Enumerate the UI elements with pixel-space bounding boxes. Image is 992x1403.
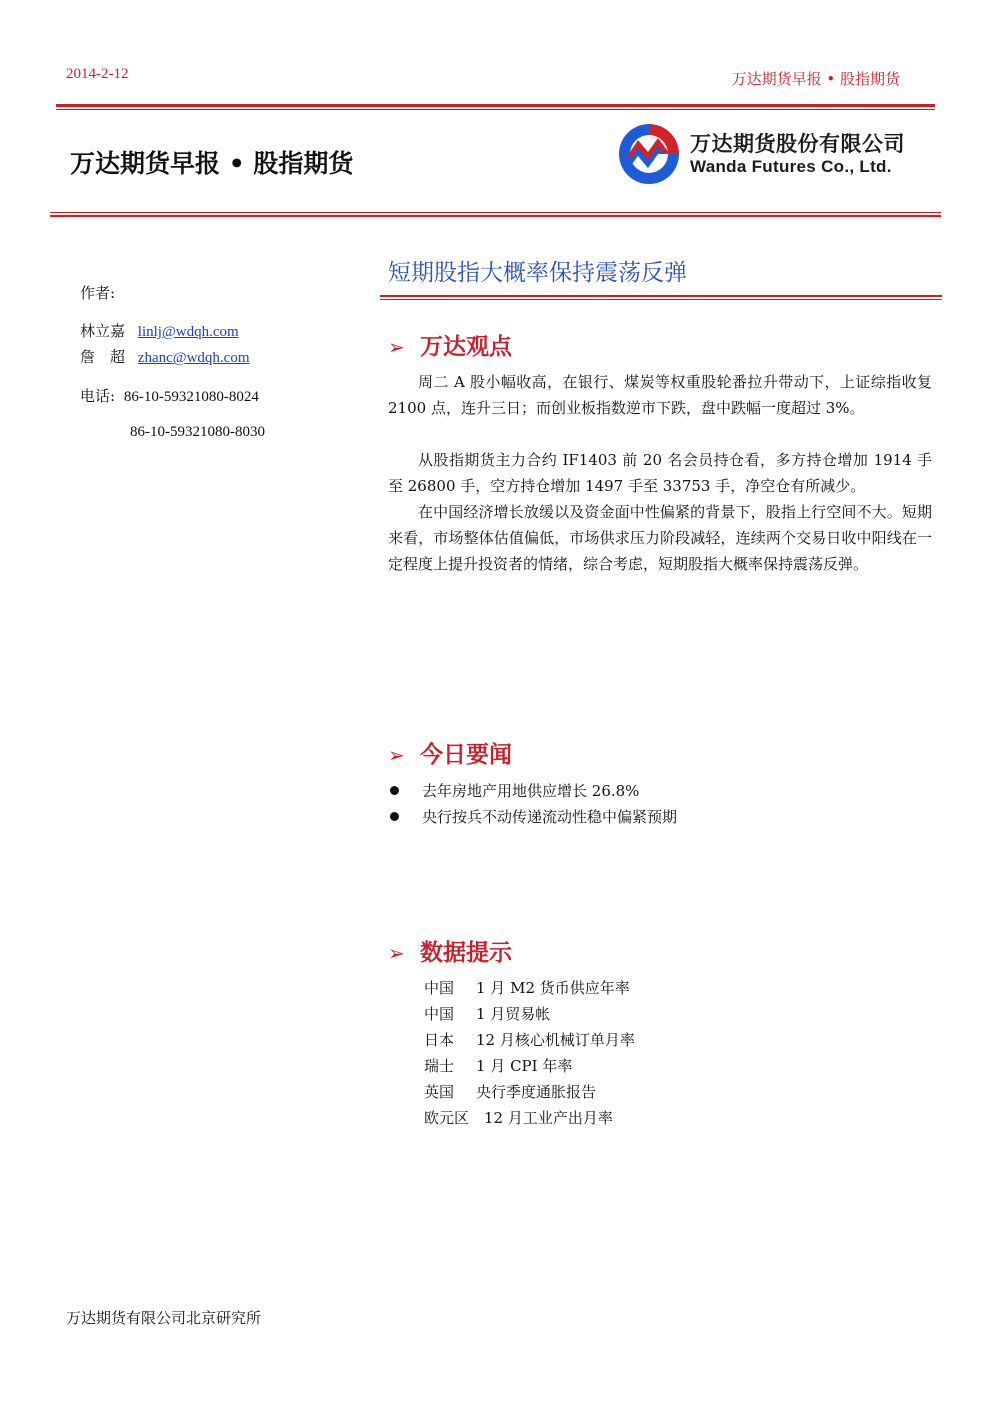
- company-name-en: Wanda Futures Co., Ltd.: [690, 157, 892, 176]
- news-item-text: 央行按兵不动传递流动性稳中偏紧预期: [422, 808, 678, 826]
- author-label: 作者:: [80, 284, 116, 302]
- data-country: 中国: [424, 1005, 455, 1023]
- view-paragraph: 从股指期货主力合约 IF1403 前 20 名会员持仓看，多方持仓增加 1914 手至 26800 手，空方持仓增加 1497 手至 33753 手，净空仓有所减少。: [388, 451, 932, 495]
- author-row: [80, 320, 239, 341]
- wanda-logo-icon: [612, 118, 686, 190]
- data-item: [424, 1081, 596, 1102]
- footer-text: 万达期货有限公司北京研究所: [66, 1309, 262, 1327]
- article-title-rule: [380, 295, 942, 297]
- page-title: 万达期货早报 • 股指期货: [70, 149, 354, 178]
- data-country: 欧元区: [424, 1109, 470, 1127]
- author-row: [80, 346, 250, 367]
- data-item-text: 12 月工业产出月率: [484, 1109, 613, 1127]
- data-item: [424, 1055, 572, 1076]
- data-item: [424, 977, 630, 998]
- chevron-right-icon: ➢: [388, 941, 405, 965]
- author-name: 林立嘉: [80, 322, 126, 340]
- running-header-title: 万达期货早报 • 股指期货: [731, 70, 900, 88]
- view-paragraph: 在中国经济增长放缓以及资金面中性偏紧的背景下，股指上行空间不大。短期来看，市场整体估值偏低，市场供求压力阶段减轻，连续两个交易日收中阳线在一定程度上提升投资者的情绪，综合考虑，短期股指大概率保持震荡反弹。: [388, 503, 932, 573]
- chevron-right-icon: ➢: [388, 743, 405, 767]
- view-paragraph: 周二 A 股小幅收高，在银行、煤炭等权重股轮番拉升带动下，上证综指收复 2100 点，连升三日；而创业板指数逆市下跌，盘中跌幅一度超过 3%。: [388, 373, 932, 417]
- article-title-rule-thin: [380, 299, 942, 300]
- bullet-icon: [390, 812, 399, 821]
- author-email-link[interactable]: linlj@wdqh.com: [137, 324, 239, 340]
- phone-number: 86-10-59321080-8024: [123, 389, 259, 405]
- report-date: 2014-2-12: [66, 66, 129, 82]
- bullet-icon: [390, 786, 399, 795]
- header-bottom-rule: [50, 212, 941, 213]
- section-heading-view: [388, 328, 512, 361]
- section-heading-text: 万达观点: [420, 334, 513, 360]
- phone-number: 86-10-59321080-8030: [130, 424, 265, 440]
- data-item-text: 12 月核心机械订单月率: [476, 1031, 635, 1049]
- company-name-cn: 万达期货股份有限公司: [690, 132, 905, 156]
- section-heading-text: 数据提示: [420, 940, 513, 966]
- data-item-text: 1 月 M2 货币供应年率: [476, 979, 630, 997]
- phone-row: [80, 385, 259, 406]
- article-title: 短期股指大概率保持震荡反弹: [388, 260, 687, 286]
- section-heading-text: 今日要闻: [420, 742, 513, 768]
- chevron-right-icon: ➢: [388, 335, 405, 359]
- data-country: 英国: [424, 1083, 455, 1101]
- author-name: 詹 超: [80, 348, 126, 366]
- data-item-text: 1 月贸易帐: [476, 1005, 551, 1023]
- data-country: 瑞士: [424, 1057, 455, 1075]
- author-email-link[interactable]: zhanc@wdqh.com: [137, 350, 250, 366]
- phone-label: 电话:: [80, 387, 116, 405]
- data-country: 中国: [424, 979, 455, 997]
- header-bottom-rule-thick: [50, 215, 941, 217]
- news-item-text: 去年房地产用地供应增长 26.8%: [422, 782, 640, 800]
- section-heading-data: [388, 934, 512, 967]
- header-top-rule-thin: [56, 109, 935, 110]
- data-item: [424, 1029, 635, 1050]
- data-item: [424, 1003, 550, 1024]
- section-heading-news: [388, 736, 512, 769]
- data-item-text: 1 月 CPI 年率: [476, 1057, 573, 1075]
- data-item-text: 央行季度通胀报告: [476, 1083, 597, 1101]
- data-country: 日本: [424, 1031, 455, 1049]
- data-item: [424, 1107, 613, 1128]
- header-top-rule: [56, 104, 935, 107]
